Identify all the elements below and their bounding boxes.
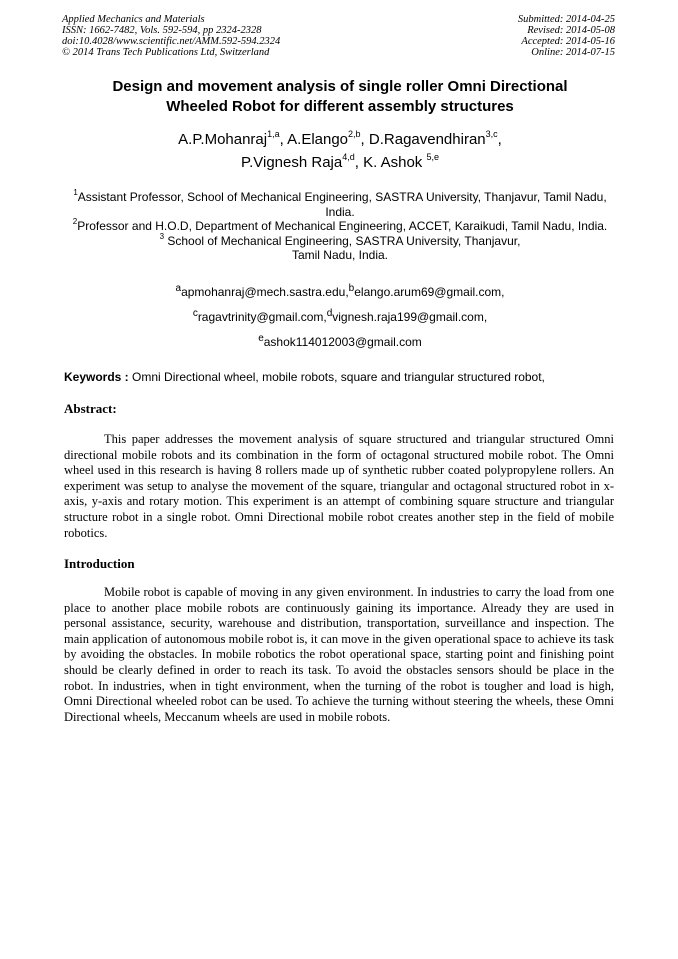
abstract-heading: Abstract:: [64, 401, 117, 416]
abstract-paragraph: This paper addresses the movement analysis of square structured and triangular structured Omni directional mobile robots and its combination in the form of octagonal structured mobile robot. The Omni wheel used in this research is having 8 rollers made up of synthetic rubber coated polypropylene rollers. An experiment was setup to analyse the movement of the square, triangular and octagonal structured robot in x-axis, y-axis and rotary motion. This experiment is an attempt of combining square structure and triangular structure robot in a single robot. Omni Directional mobile robot creates another step in the field of mobile robotics.: [64, 432, 614, 540]
email-b-mark: b: [348, 283, 355, 294]
issn-line: ISSN: 1662-7482, Vols. 592-594, pp 2324-2328: [62, 25, 262, 36]
email-e-mark: e: [258, 333, 264, 344]
affiliation-2: [64, 219, 616, 234]
author-1-affiliation-mark: 1,a: [267, 129, 280, 139]
introduction-heading: Introduction: [64, 556, 135, 571]
affiliation-3-line-2: Tamil Nadu, India.: [291, 248, 389, 262]
affiliation-3-line-1: School of Mechanical Engineering, SASTRA University, Thanjavur,: [164, 233, 521, 248]
email-line-3: [64, 328, 616, 353]
keywords: [64, 370, 624, 384]
email-line-2: [64, 303, 616, 328]
affiliation-list: [64, 190, 616, 263]
author-3-affiliation-mark: 3,c: [485, 129, 498, 139]
author-4: P.Vignesh Raja: [241, 154, 343, 171]
doi-line: doi:10.4028/www.scientific.net/AMM.592-594.2324: [62, 36, 281, 47]
author-list: A.P.Mohanraj$^{1,a}$, A.Elango$^{2,b}$, D.Ragavendhiran$^{3,c}$, P.Vignesh Raja$^{4,d}$, K. Ashok $^{5,e}$: [178, 129, 502, 171]
keywords-text: Omni Directional wheel, mobile robots, square and triangular structured robot,: [128, 370, 545, 384]
title-line-1: Design and movement analysis of single roller Omni Directional: [112, 78, 568, 95]
affiliation-1-mark: 1: [73, 188, 78, 197]
publication-info: [62, 14, 280, 58]
affiliation-2-mark: 2: [72, 217, 78, 226]
author-5: K. Ashok: [363, 154, 427, 171]
affiliation-1-text: Assistant Professor, School of Mechanical Engineering, SASTRA University, Thanjavur, Tamil Nadu, India.: [77, 190, 607, 219]
email-e: ashok114012003@gmail.com: [263, 335, 422, 349]
journal-name: Applied Mechanics and Materials: [62, 14, 205, 25]
author-4-affiliation-mark: 4,d: [342, 152, 355, 162]
publication-dates: [518, 14, 615, 58]
keywords-label: Keywords :: [64, 370, 129, 384]
affiliation-3-mark: 3: [159, 231, 165, 241]
email-d-mark: d: [326, 308, 333, 319]
author-5-affiliation-mark: 5,e: [426, 152, 439, 162]
paper-title: [64, 77, 616, 116]
author-2-affiliation-mark: 2,b: [348, 129, 361, 139]
email-d: vignesh.raja199@gmail.com,: [332, 310, 488, 324]
email-list: [64, 278, 616, 353]
accepted-date: Accepted: 2014-05-16: [521, 36, 615, 47]
email-line-1: [64, 278, 616, 303]
author-1: A.P.Mohanraj: [178, 131, 268, 148]
email-a-mark: a: [175, 283, 182, 294]
introduction-paragraph: Mobile robot is capable of moving in any given environment. In industries to carry the load from one place to another place mobile robots are continuously gaining its importance. Already they are used in personal assistance, security, warehouse and distribution, transportation, surveillance and inspection. The main application of autonomous mobile robot is, it can move in the given operational space to achieve its task by avoiding the obstacles. In mobile robotics the robot operational space, starting point and finishing point should be clearly defined in order to reach its task. To avoid the obstacles sensors should be place in the robot. In industries, when in tight environment, when the turning of the robot is tougher and load is high, Omni Directional wheeled robot can be used. To achieve the turning without steering the wheels, these Omni Directional wheels, Meccanum wheels are used in mobile robots.: [64, 585, 614, 724]
online-date: Online: 2014-07-15: [531, 47, 615, 58]
affiliation-2-text: Professor and H.O.D, Department of Mechanical Engineering, ACCET, Karaikudi, Tamil Nadu, India.: [77, 219, 608, 233]
copyright-line: © 2014 Trans Tech Publications Ltd, Switzerland: [62, 47, 270, 58]
affiliation-1: [64, 190, 616, 219]
email-c: ragavtrinity@gmail.com,: [197, 310, 327, 324]
submitted-date: Submitted: 2014-04-25: [517, 14, 615, 25]
author-3: D.Ragavendhiran: [368, 131, 486, 148]
email-a: apmohanraj@mech.sastra.edu,: [181, 285, 349, 299]
email-b: elango.arum69@gmail.com,: [354, 285, 505, 299]
title-line-2: Wheeled Robot for different assembly structures: [166, 97, 514, 115]
author-2: A.Elango: [287, 131, 349, 148]
affiliation-3: [64, 231, 616, 263]
revised-date: Revised: 2014-05-08: [527, 25, 615, 36]
email-c-mark: c: [192, 308, 198, 319]
